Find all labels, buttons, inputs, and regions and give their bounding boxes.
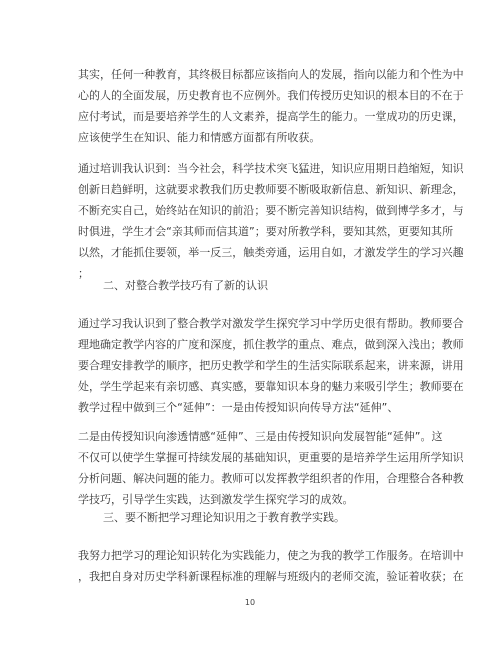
text-line: 不断充实自己，始终站在知识的前沿；要不断完善知识结构，做到博学多才，与 xyxy=(78,204,464,217)
text-line: 分析问题、解决问题的能力。教师可以发挥教学组织者的作用，合理整合各种教 xyxy=(78,472,464,485)
text-line: 心的人的全面发展，历史教育也不应例外。我们传授历史知识的根本目的不在于 xyxy=(78,89,464,102)
text-line: 我努力把学习的理论知识转化为实践能力，使之为我的教学工作服务。在培训中 xyxy=(78,549,464,562)
text-line: 创新日趋鲜明，这就要求教我们历史教师要不断吸取新信息、新知识、新理念， xyxy=(78,183,464,196)
text-line: 不仅可以使学生掌握可持续发展的基础知识，更重要的是培养学生运用所学知识 xyxy=(78,451,464,464)
section-heading-2: 二、对整合教学技巧有了新的认识 xyxy=(103,279,268,292)
text-line: 二是由传授知识向渗透情感“延伸”、三是由传授知识向发展智能“延伸”。这 xyxy=(78,430,443,443)
text-line: 以然，才能抓住要领，举一反三，触类旁通，运用自如，才激发学生的学习兴趣 xyxy=(78,246,464,259)
text-line: 要合理安排教学的顺序，把历史教学和学生的生活实际联系起来，讲来源，讲用 xyxy=(78,359,464,372)
text-line: ； xyxy=(78,267,90,280)
text-line: 教学过程中做到三个“延伸”：一是由传授知识向传导方法“延伸”、 xyxy=(78,401,399,414)
text-line: 理地确定教学内容的广度和深度，抓住教学的重点、难点，做到深入浅出；教师 xyxy=(78,338,464,351)
paragraph-2 xyxy=(78,158,464,284)
text-line: 学技巧，引导学生实践，达到激发学生探究学习的成效。 xyxy=(78,493,354,506)
paragraph-3 xyxy=(78,313,464,418)
text-line: 时俱进，学生才会“亲其师而信其道”；要对所教学科，要知其然，更要知其所 xyxy=(78,225,454,238)
text-line: 其实，任何一种教育，其终极目标都应该指向人的发展，指向以能力和个性为中 xyxy=(78,68,464,81)
text-line: 应该使学生在知识、能力和情感方面都有所收获。 xyxy=(78,131,321,144)
paragraph-5 xyxy=(78,545,464,587)
page-number: 10 xyxy=(244,598,256,607)
paragraph-4 xyxy=(78,426,464,510)
text-line: ，我把自身对历史学科新课程标准的理解与班级内的老师交流，验证着收获；在 xyxy=(78,570,464,583)
section-heading-3: 三、要不断把学习理论知识用之于教育教学实践。 xyxy=(103,511,345,524)
text-line: 通过培训我认识到：当今社会，科学技术突飞猛进，知识应用期日趋缩短，知识 xyxy=(78,162,464,175)
paragraph-1 xyxy=(78,64,464,148)
text-line: 处，学生学起来有亲切感、真实感，要靠知识本身的魅力来吸引学生；教师要在 xyxy=(78,380,464,393)
text-line: 应付考试，而是要培养学生的人文素养，提高学生的能力。一堂成功的历史课， xyxy=(78,110,464,123)
text-line: 通过学习我认识到了整合教学对激发学生探究学习中学历史很有帮助。教师要合 xyxy=(78,317,464,330)
